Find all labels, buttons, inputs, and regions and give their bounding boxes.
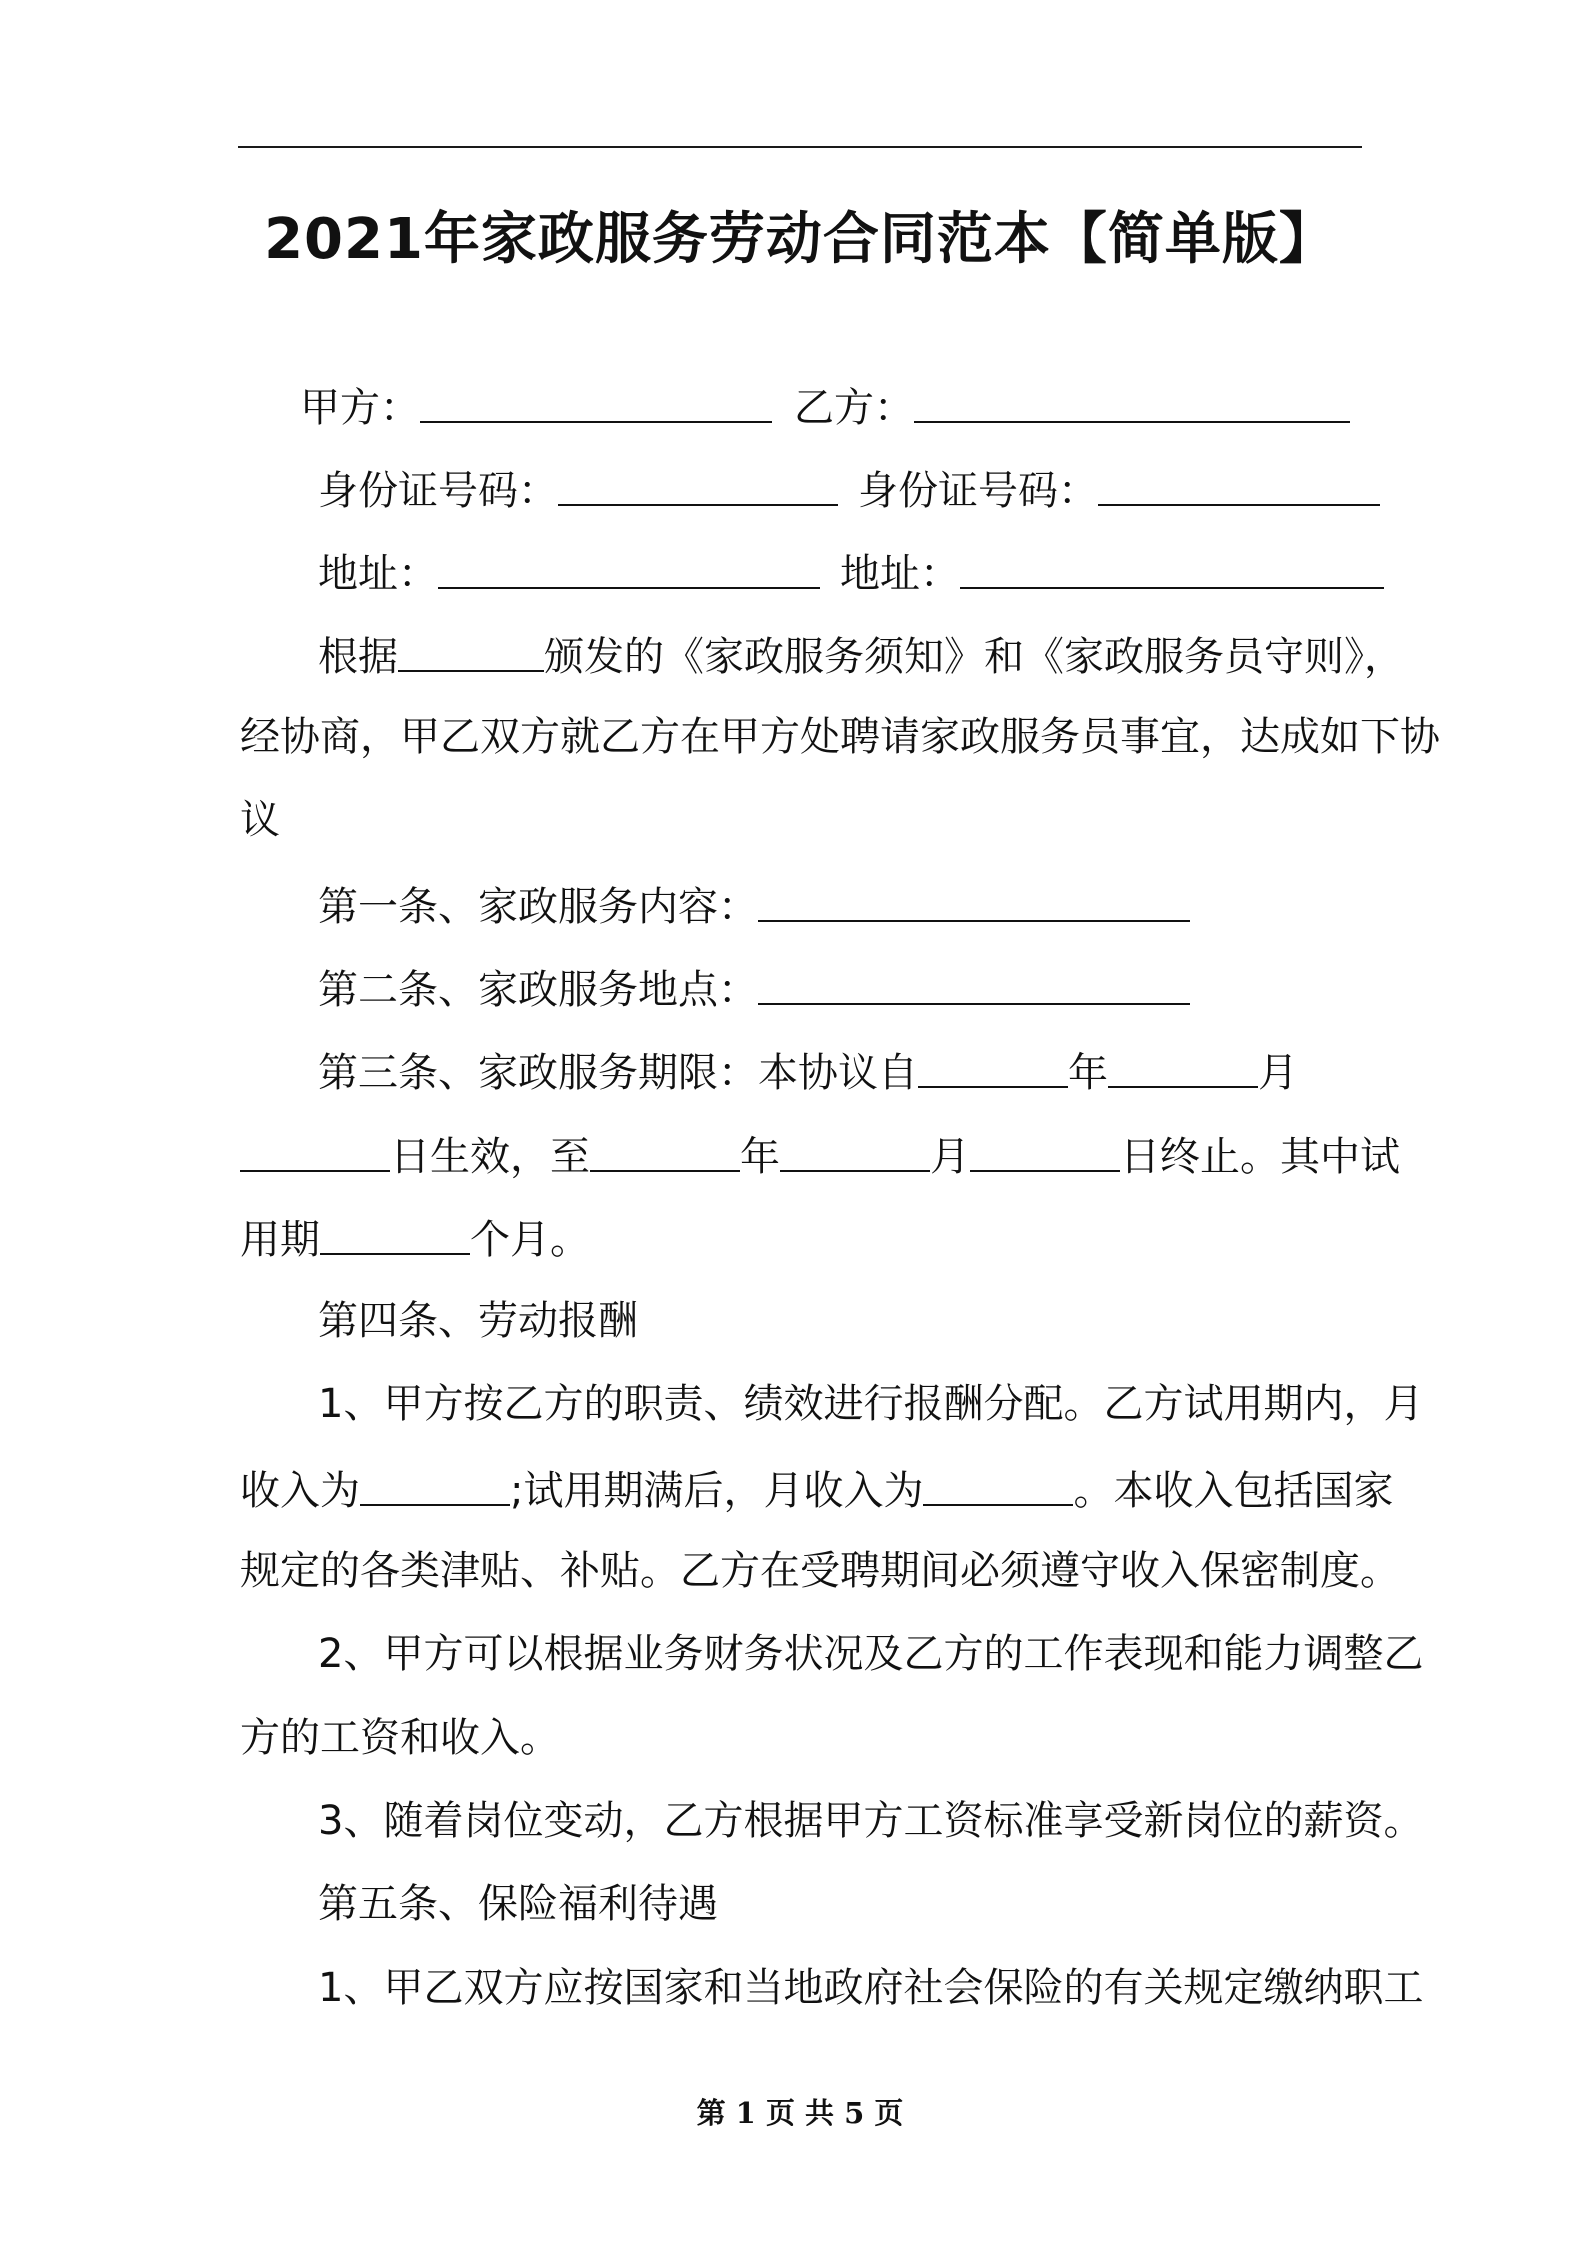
page-number: 第 1 页 共 5 页 bbox=[696, 2096, 904, 2130]
intro-text-b: 颁发的《家政服务须知》和《家政服务员守则》， bbox=[544, 634, 1404, 680]
intro-line-1 bbox=[318, 624, 1442, 684]
party-line bbox=[300, 375, 1424, 435]
end-year-label: 年 bbox=[740, 1134, 780, 1180]
article-1-blank bbox=[758, 874, 1190, 922]
article-4-item-2-line-2: 方的工资和收入。 bbox=[240, 1715, 560, 1761]
article-3-line-2 bbox=[240, 1124, 1400, 1184]
article-4-item-1-line-1: 1、甲方按乙方的职责、绩效进行报酬分配。乙方试用期内，月 bbox=[318, 1381, 1424, 1427]
article-2-label: 第二条、家政服务地点： bbox=[318, 967, 758, 1013]
id-line bbox=[318, 458, 1442, 518]
probation-unit: 个月。 bbox=[470, 1217, 590, 1263]
id-label-b: 身份证号码： bbox=[858, 468, 1098, 514]
article-4-item-2-line-1: 2、甲方可以根据业务财务状况及乙方的工作表现和能力调整乙 bbox=[318, 1631, 1424, 1677]
address-label-b: 地址： bbox=[840, 551, 960, 597]
effective-text: 日生效，至 bbox=[390, 1134, 590, 1180]
address-line bbox=[318, 541, 1442, 601]
article-5-item-1: 1、甲乙双方应按国家和当地政府社会保险的有关规定缴纳职工 bbox=[318, 1965, 1424, 2011]
probation-text: 用期 bbox=[240, 1217, 320, 1263]
article-4-item-1-line-2 bbox=[240, 1458, 1394, 1518]
article-3-line-1 bbox=[318, 1040, 1442, 1100]
address-a-blank bbox=[438, 541, 820, 589]
id-b-blank bbox=[1098, 458, 1380, 506]
party-a-label: 甲方： bbox=[300, 385, 420, 431]
address-b-blank bbox=[960, 541, 1384, 589]
document-title: 2021年家政服务劳动合同范本【简单版】 bbox=[264, 207, 1336, 272]
article-4-title: 第四条、劳动报酬 bbox=[318, 1298, 638, 1344]
article-3-line-3 bbox=[240, 1207, 1364, 1267]
party-b-label: 乙方： bbox=[794, 385, 914, 431]
start-day-blank bbox=[240, 1124, 390, 1172]
id-label-a: 身份证号码： bbox=[318, 468, 558, 514]
end-month-label: 月 bbox=[930, 1134, 970, 1180]
party-b-blank bbox=[914, 375, 1350, 423]
intro-text-a: 根据 bbox=[318, 634, 398, 680]
article-4-item-1-line-3: 规定的各类津贴、补贴。乙方在受聘期间必须遵守收入保密制度。 bbox=[240, 1548, 1400, 1594]
start-year-blank bbox=[918, 1040, 1068, 1088]
intro-authority-blank bbox=[398, 624, 544, 672]
end-month-blank bbox=[780, 1124, 930, 1172]
article-5-title: 第五条、保险福利待遇 bbox=[318, 1881, 718, 1927]
probation-income-blank bbox=[360, 1458, 510, 1506]
intro-line-3: 议 bbox=[240, 797, 280, 843]
termination-text: 日终止。其中试 bbox=[1120, 1134, 1400, 1180]
article-4-item-3: 3、随着岗位变动，乙方根据甲方工资标准享受新岗位的薪资。 bbox=[318, 1798, 1424, 1844]
month-label: 月 bbox=[1258, 1050, 1298, 1096]
end-day-blank bbox=[970, 1124, 1120, 1172]
party-a-blank bbox=[420, 375, 772, 423]
article-2 bbox=[318, 957, 1442, 1017]
article-3-text: 第三条、家政服务期限：本协议自 bbox=[318, 1050, 918, 1096]
article-2-blank bbox=[758, 957, 1190, 1005]
header-rule bbox=[238, 146, 1362, 148]
year-label: 年 bbox=[1068, 1050, 1108, 1096]
income-note: 。本收入包括国家 bbox=[1073, 1468, 1394, 1514]
regular-income-label: ;试用期满后，月收入为 bbox=[510, 1468, 924, 1514]
regular-income-blank bbox=[923, 1458, 1073, 1506]
start-month-blank bbox=[1108, 1040, 1258, 1088]
probation-months-blank bbox=[320, 1207, 470, 1255]
article-1 bbox=[318, 874, 1442, 934]
intro-line-2: 经协商，甲乙双方就乙方在甲方处聘请家政服务员事宜，达成如下协 bbox=[240, 714, 1440, 760]
address-label-a: 地址： bbox=[318, 551, 438, 597]
probation-income-label: 收入为 bbox=[240, 1468, 360, 1514]
end-year-blank bbox=[590, 1124, 740, 1172]
article-1-label: 第一条、家政服务内容： bbox=[318, 884, 758, 930]
id-a-blank bbox=[558, 458, 838, 506]
